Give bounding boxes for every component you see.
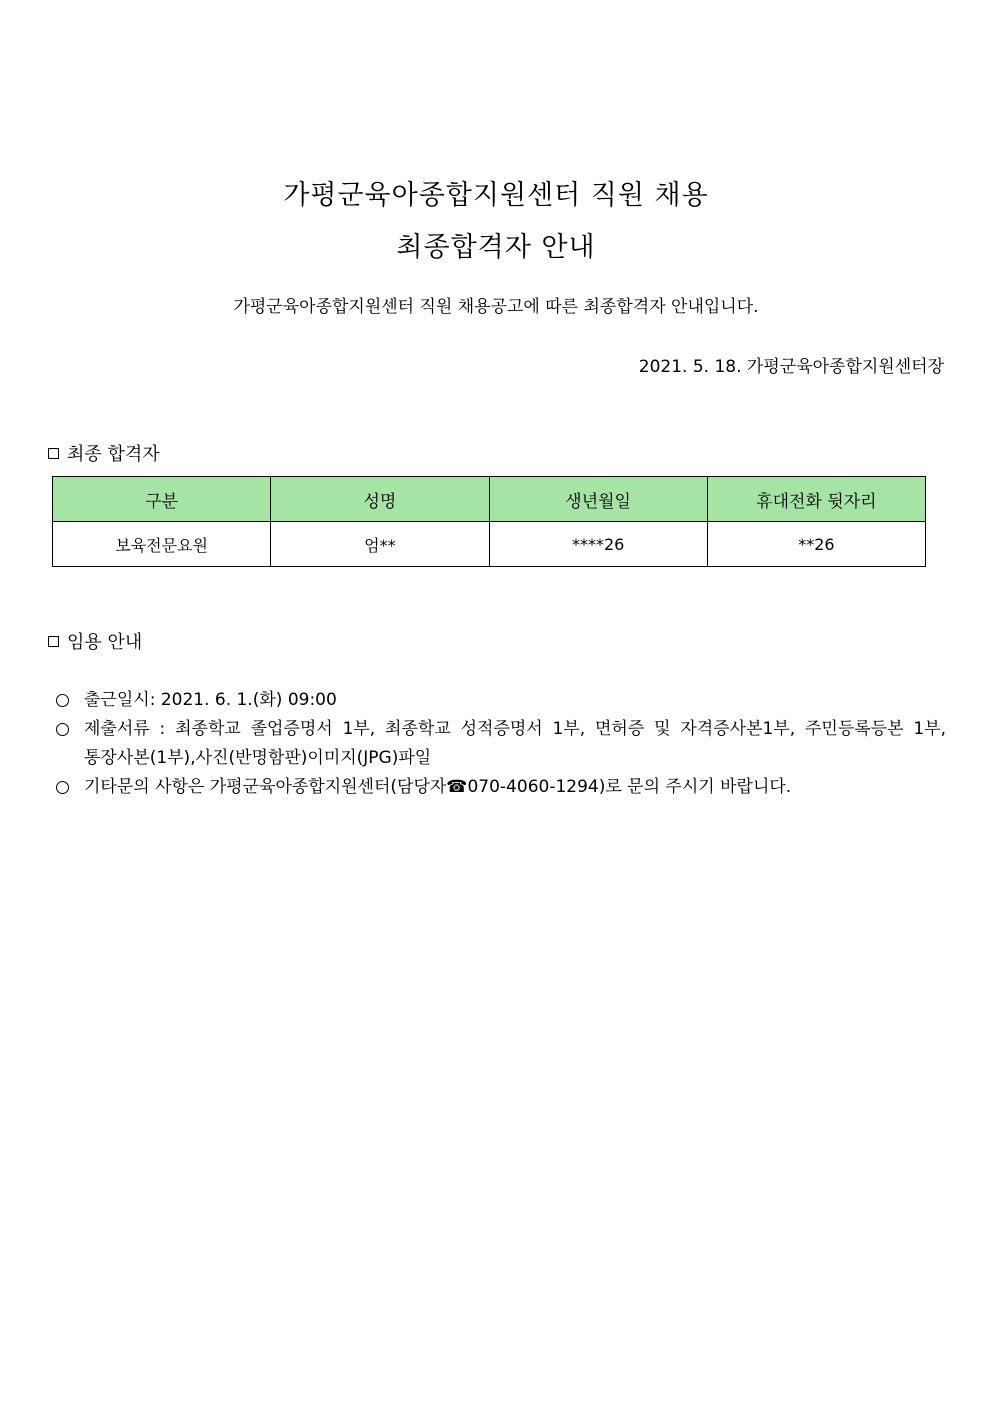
appointment-list — [56, 686, 946, 802]
square-box-icon — [48, 636, 59, 647]
list-item-text: 출근일시: 2021. 6. 1.(화) 09:00 — [84, 690, 337, 710]
table-header-cell: 구분 — [53, 477, 271, 522]
table-cell-position: 보육전문요원 — [53, 522, 271, 567]
list-item — [56, 773, 946, 802]
table-header-cell: 성명 — [271, 477, 489, 522]
table-cell-phone-suffix: **26 — [707, 522, 925, 567]
list-item — [56, 715, 946, 773]
document-title — [0, 170, 992, 274]
table-header-cell: 생년월일 — [489, 477, 707, 522]
table-header-row — [53, 477, 926, 522]
issuer-date-line: 2021. 5. 18. 가평군육아종합지원센터장 — [638, 357, 944, 377]
final-candidates-table — [52, 476, 926, 567]
circle-icon — [56, 723, 69, 736]
circle-icon — [56, 694, 69, 707]
title-line-1: 가평군육아종합지원센터 직원 채용 — [283, 180, 709, 211]
intro-text: 가평군육아종합지원센터 직원 채용공고에 따른 최종합격자 안내입니다. — [233, 297, 759, 317]
section-heading-appointment-label: 임용 안내 — [67, 632, 143, 653]
section-heading-final — [48, 440, 160, 466]
list-item-text: 기타문의 사항은 가평군육아종합지원센터(담당자☎070-4060-1294)로 문의 주시기 바랍니다. — [84, 777, 792, 797]
table-header-cell: 휴대전화 뒷자리 — [707, 477, 925, 522]
circle-icon — [56, 781, 69, 794]
list-item-text: 제출서류 : 최종학교 졸업증명서 1부, 최종학교 성적증명서 1부, 면허증 및 자격증사본1부, 주민등록등본 1부, 통장사본(1부),사진(반명함판)이미지(JPG)파일 — [84, 719, 946, 768]
table-cell-birthdate: ****26 — [489, 522, 707, 567]
table-row — [53, 522, 926, 567]
table-cell-name: 엄** — [271, 522, 489, 567]
section-heading-final-label: 최종 합격자 — [67, 444, 160, 465]
list-item — [56, 686, 946, 715]
title-line-2: 최종합격자 안내 — [396, 232, 596, 263]
square-box-icon — [48, 448, 59, 459]
section-heading-appointment — [48, 628, 142, 654]
